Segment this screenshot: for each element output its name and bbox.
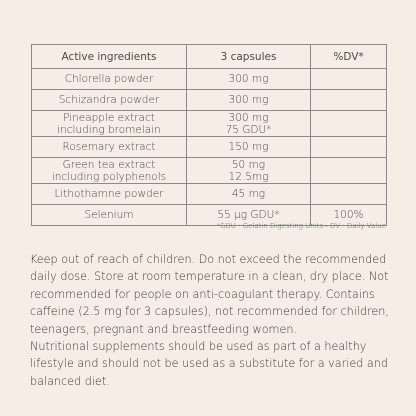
table-row — [32, 111, 387, 137]
supplement-disclaimer: Nutritional supplements should be used as part of a healthy lifestyle and should not be used as a substitute for a varied and balanced diet. — [30, 340, 388, 388]
ingredient-dv — [311, 90, 387, 111]
ingredient-name: Rosemary extract — [32, 137, 187, 158]
ingredient-qty: 300 mg 75 GDU* — [187, 111, 311, 137]
ingredients-table — [31, 44, 387, 226]
ingredient-qty: 50 mg 12.5mg — [187, 158, 311, 184]
ingredient-dv — [311, 158, 387, 184]
ingredient-dv — [311, 137, 387, 158]
ingredient-qty: 300 mg — [187, 90, 311, 111]
ingredient-name: Pineapple extract including bromelain — [32, 111, 187, 137]
ingredient-name: Chlorella powder — [32, 69, 187, 90]
ingredient-name: Selenium — [32, 205, 187, 226]
ingredient-qty: 150 mg — [187, 137, 311, 158]
ingredient-qty: 55 µg GDU* — [187, 205, 311, 226]
usage-notes — [30, 251, 390, 390]
header-active-ingredients: Active ingredients — [32, 45, 187, 69]
ingredient-qty: 300 mg — [187, 69, 311, 90]
header-dv: %DV* — [311, 45, 387, 69]
ingredient-name: Schizandra powder — [32, 90, 187, 111]
ingredient-dv — [311, 111, 387, 137]
table-footnote: *GDU : Gelatin Digesting Units - DV : Daily Value — [216, 222, 386, 230]
table-row — [32, 158, 387, 184]
table-row — [32, 137, 387, 158]
ingredient-dv: 100% — [311, 205, 387, 226]
table-header-row — [32, 45, 387, 69]
table-row — [32, 184, 387, 205]
ingredient-name: Green tea extract including polyphenols — [32, 158, 187, 184]
ingredient-dv — [311, 184, 387, 205]
ingredient-name: Lithothamne powder — [32, 184, 187, 205]
ingredient-qty: 45 mg — [187, 184, 311, 205]
table-row — [32, 90, 387, 111]
ingredient-dv — [311, 69, 387, 90]
header-3-capsules: 3 capsules — [187, 45, 311, 69]
warning-paragraph: Keep out of reach of children. Do not exceed the recommended daily dose. Store at room temperature in a clean, dry place. Not recommended for people on anti-coagulant therapy. Contains caffeine (2.5 mg for 3 capsules), not recommended for children, teenagers, pregnant and breastfeeding women. — [30, 253, 389, 336]
table-row — [32, 69, 387, 90]
